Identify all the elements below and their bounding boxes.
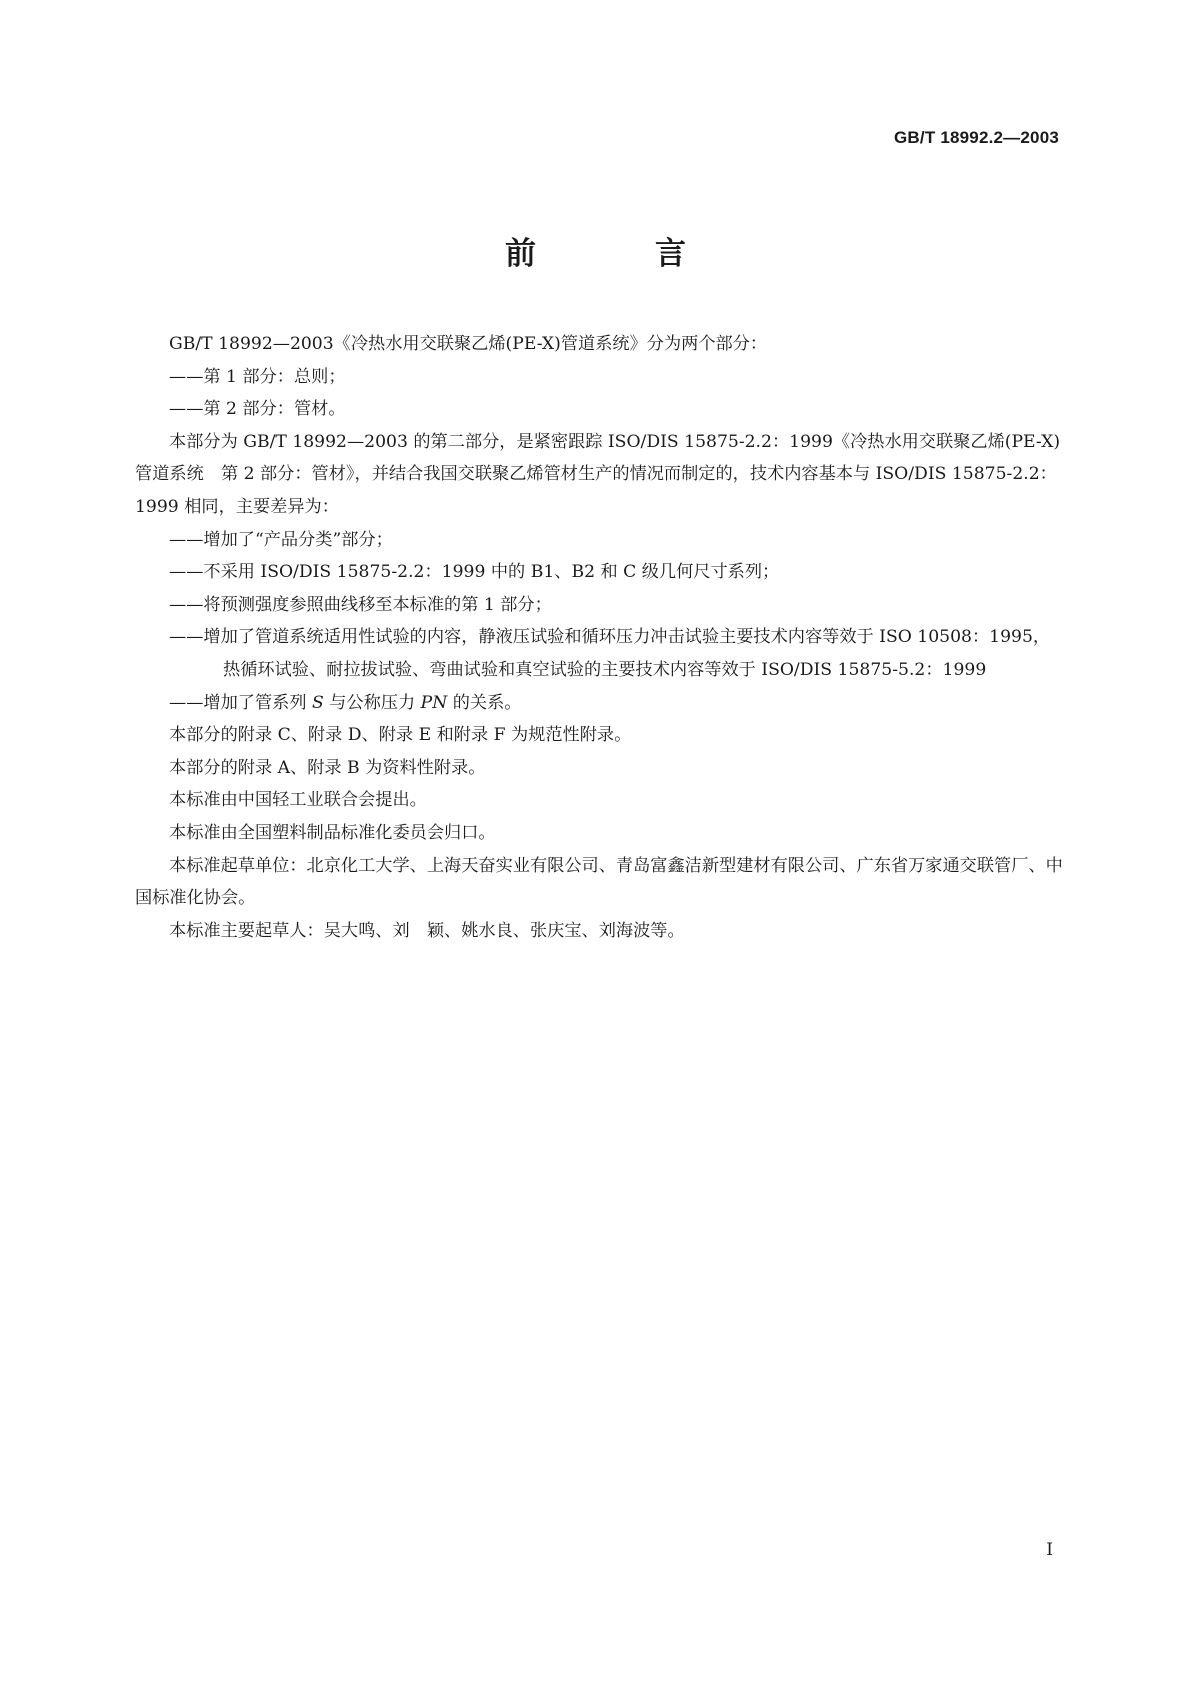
text-fragment: 与公称压力 — [323, 692, 421, 713]
standard-number: GB/T 18992.2—2003 — [894, 128, 1059, 147]
page-title: 前 言 — [505, 236, 730, 272]
page-number: I — [1046, 1540, 1053, 1560]
list-item-difference: ——不采用 ISO/DIS 15875-2.2：1999 中的 B1、B2 和 C 级几何尺寸系列； — [169, 562, 780, 583]
symbol-pn: PN — [420, 692, 448, 713]
text-fragment: 的关系。 — [447, 692, 522, 713]
list-item-difference: ——将预测强度参照曲线移至本标准的第 1 部分； — [169, 594, 552, 615]
paragraph-informative-annexes: 本部分的附录 A、附录 B 为资料性附录。 — [169, 757, 486, 778]
paragraph-differences-intro: 本部分为 GB/T 18992—2003 的第二部分，是紧密跟踪 ISO/DIS 15875-2.2：1999《冷热水用交联聚乙烯(PE-X)管道系统 第 2 部分：管材》，并结合我国交联聚乙烯管材生产的情况而制定的，技术内容基本与 ISO/DIS 15875-2.2：1999 相同，主要差异为： — [135, 431, 1061, 517]
paragraph-proposed-by: 本标准由中国轻工业联合会提出。 — [169, 790, 427, 811]
list-item-part2: ——第 2 部分：管材。 — [169, 399, 346, 420]
paragraph-drafting-units: 本标准起草单位：北京化工大学、上海天奋实业有限公司、青岛富鑫洁新型建材有限公司、广东省万家通交联管厂、中国标准化协会。 — [135, 855, 1063, 909]
list-item-part1: ——第 1 部分：总则； — [169, 366, 346, 387]
text-fragment: ——增加了管系列 — [169, 692, 312, 713]
paragraph-drafters: 本标准主要起草人：吴大鸣、刘 颖、姚水良、张庆宝、刘海波等。 — [169, 920, 685, 941]
list-item-difference: ——增加了管道系统适用性试验的内容，静液压试验和循环压力冲击试验主要技术内容等效于 ISO 10508：1995，热循环试验、耐拉拔试验、弯曲试验和真空试验的主要技术内容等效于 ISO/DIS 15875-5.2：1999 — [169, 627, 1051, 680]
paragraph-administered-by: 本标准由全国塑料制品标准化委员会归口。 — [169, 822, 496, 843]
list-item-difference: ——增加了“产品分类”部分； — [169, 529, 393, 550]
paragraph-normative-annexes: 本部分的附录 C、附录 D、附录 E 和附录 F 为规范性附录。 — [169, 725, 632, 746]
paragraph-parts-intro: GB/T 18992—2003《冷热水用交联聚乙烯(PE-X)管道系统》分为两个部分： — [169, 334, 768, 354]
symbol-s: S — [311, 692, 324, 713]
list-item-difference — [135, 687, 1063, 720]
foreword-body — [135, 328, 1063, 947]
